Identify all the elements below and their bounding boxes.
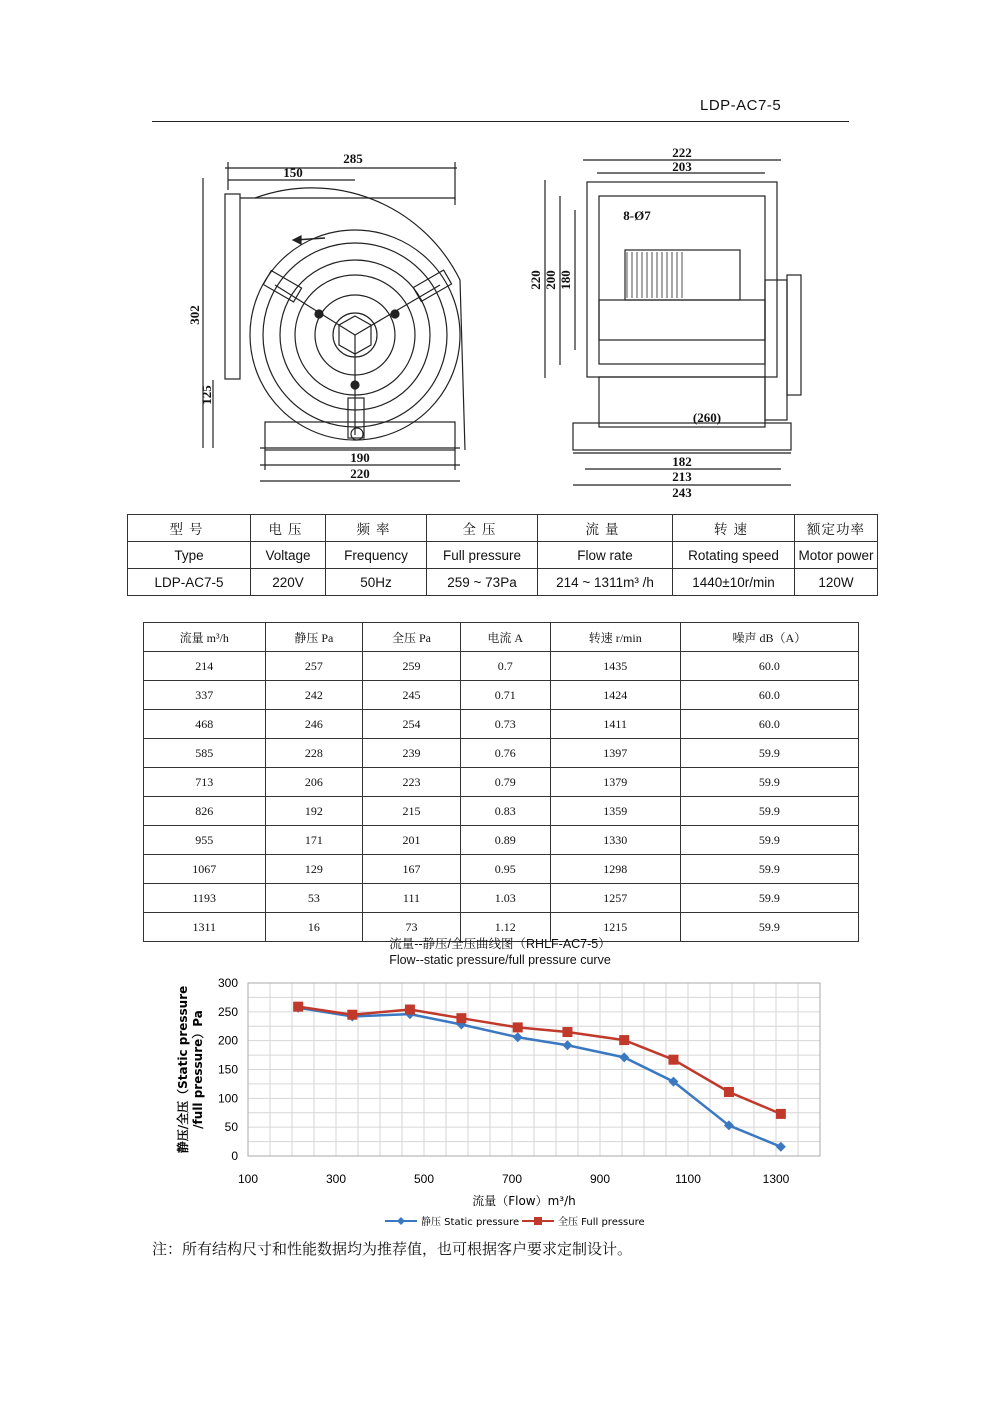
y-axis-label: 静压/全压（Static pressure [176,985,190,1154]
table-row [144,855,859,884]
spec-value: 259 ~ 73Pa [427,569,538,596]
spec-header-cn: 全压 [427,515,538,542]
data-point [724,1087,734,1097]
x-axis-label: 流量（Flow）m³/h [472,1194,576,1208]
perf-cell: 254 [363,710,461,739]
x-tick-label: 300 [325,1172,347,1186]
dim-220: 220 [350,466,370,481]
perf-cell: 1397 [550,739,680,768]
perf-cell: 167 [363,855,461,884]
data-point [562,1027,572,1037]
perf-cell: 337 [144,681,266,710]
spec-header-en: Rotating speed [673,542,795,569]
perf-cell: 1311 [144,913,266,942]
dim-203: 203 [672,159,692,174]
dim-125: 125 [199,385,214,405]
x-tick-label: 500 [413,1172,435,1186]
x-tick-label: 100 [237,1172,259,1186]
spec-header-en-row [128,542,878,569]
perf-cell: 585 [144,739,266,768]
table-row [144,710,859,739]
perf-cell: 1379 [550,768,680,797]
perf-cell: 468 [144,710,266,739]
y-tick-label: 250 [217,1004,238,1019]
perf-header-cell: 噪声 dB（A） [680,623,858,652]
perf-cell: 53 [265,884,363,913]
spec-value: 214 ~ 1311m³ /h [538,569,673,596]
x-tick-label: 900 [589,1172,611,1186]
dim-243: 243 [672,485,692,500]
perf-cell: 1193 [144,884,266,913]
perf-header-cell: 全压 Pa [363,623,461,652]
perf-cell: 223 [363,768,461,797]
table-row [144,768,859,797]
header-divider [152,121,849,122]
perf-cell: 60.0 [680,681,858,710]
spec-header-en: Type [128,542,251,569]
spec-header-cn: 频率 [326,515,427,542]
spec-value: 220V [251,569,326,596]
spec-table [127,514,878,596]
perf-cell: 1330 [550,826,680,855]
perf-cell: 60.0 [680,652,858,681]
perf-cell: 59.9 [680,768,858,797]
perf-cell: 59.9 [680,913,858,942]
perf-cell: 129 [265,855,363,884]
perf-cell: 0.83 [460,797,550,826]
perf-cell: 1.12 [460,913,550,942]
y-tick-label: 150 [217,1062,238,1077]
perf-cell: 16 [265,913,363,942]
dim-150: 150 [283,165,303,180]
perf-cell: 1424 [550,681,680,710]
data-point [347,1010,357,1020]
data-point [619,1035,629,1045]
perf-cell: 59.9 [680,797,858,826]
perf-cell: 60.0 [680,710,858,739]
x-tick-label: 1300 [762,1172,790,1186]
legend-entry: 全压 Full pressure [558,1217,645,1228]
data-point [619,1052,629,1062]
data-point [456,1013,466,1023]
perf-cell: 0.89 [460,826,550,855]
perf-header-cell: 静压 Pa [265,623,363,652]
table-row [144,739,859,768]
footnote: 注：所有结构尺寸和性能数据均为推荐值，也可根据客户要求定制设计。 [152,1242,633,1258]
perf-cell: 171 [265,826,363,855]
table-row [144,681,859,710]
perf-cell: 73 [363,913,461,942]
perf-cell: 246 [265,710,363,739]
spec-value: 50Hz [326,569,427,596]
perf-header-cell: 流量 m³/h [144,623,266,652]
perf-header-cell: 转速 r/min [550,623,680,652]
perf-cell: 201 [363,826,461,855]
spec-value: 120W [795,569,878,596]
spec-value-row [128,569,878,596]
performance-table [143,622,859,942]
x-tick-label: 1100 [675,1172,701,1186]
spec-header-cn: 电压 [251,515,326,542]
table-row [144,797,859,826]
perf-cell: 259 [363,652,461,681]
table-row [144,884,859,913]
data-point [776,1109,786,1119]
perf-cell: 59.9 [680,855,858,884]
y-tick-label: 0 [231,1149,238,1163]
dim-213: 213 [672,469,692,484]
dim-222: 222 [672,145,692,160]
perf-cell: 245 [363,681,461,710]
perf-cell: 228 [265,739,363,768]
perf-cell: 206 [265,768,363,797]
spec-header-cn: 额定功率 [795,515,878,542]
perf-cell: 0.71 [460,681,550,710]
dim-200: 200 [543,270,558,290]
y-tick-label: 100 [217,1091,238,1106]
legend-marker [534,1217,542,1225]
dim-220-side: 220 [528,270,543,290]
perf-cell: 0.73 [460,710,550,739]
perf-cell: 215 [363,797,461,826]
legend-marker [397,1217,405,1225]
dim-190: 190 [350,450,370,465]
chart-title: 流量--静压/全压曲线图（RHLF-AC7-5） [389,937,611,951]
spec-header-en: Motor power [795,542,878,569]
perf-cell: 59.9 [680,884,858,913]
data-point [293,1002,303,1012]
pressure-flow-chart [160,968,840,1233]
spec-value: 1440±10r/min [673,569,795,596]
perf-cell: 239 [363,739,461,768]
data-point [513,1022,523,1032]
chart-subtitle: Flow--static pressure/full pressure curve [389,953,611,967]
data-point [562,1040,572,1050]
dim-302: 302 [187,305,202,325]
perf-cell: 192 [265,797,363,826]
document-model-code: LDP-AC7-5 [700,97,782,114]
perf-cell: 1411 [550,710,680,739]
spec-value: LDP-AC7-5 [128,569,251,596]
perf-cell: 111 [363,884,461,913]
perf-cell: 713 [144,768,266,797]
perf-cell: 242 [265,681,363,710]
perf-cell: 59.9 [680,739,858,768]
perf-cell: 257 [265,652,363,681]
y-tick-label: 50 [224,1120,238,1135]
x-tick-label: 700 [501,1172,523,1186]
spec-header-cn: 流量 [538,515,673,542]
dim-182: 182 [672,454,692,469]
dim-180: 180 [558,270,573,290]
perf-cell: 0.79 [460,768,550,797]
table-row [144,652,859,681]
perf-cell: 0.95 [460,855,550,884]
data-point [668,1055,678,1065]
perf-cell: 955 [144,826,266,855]
perf-cell: 1298 [550,855,680,884]
series-line [298,1007,781,1114]
perf-header-row [144,623,859,652]
perf-cell: 1359 [550,797,680,826]
perf-cell: 1.03 [460,884,550,913]
y-axis-label: /full pressure）Pa [191,1010,205,1129]
dim-285: 285 [343,151,363,166]
perf-cell: 0.7 [460,652,550,681]
perf-header-cell: 电流 A [460,623,550,652]
perf-cell: 1435 [550,652,680,681]
perf-cell: 214 [144,652,266,681]
spec-header-cn-row [128,515,878,542]
perf-cell: 1067 [144,855,266,884]
fan-dimension-drawing [185,140,825,505]
spec-header-en: Voltage [251,542,326,569]
dim-260: (260) [692,410,722,425]
legend-entry: 静压 Static pressure [421,1217,520,1228]
dim-holes: 8-Ø7 [623,208,651,223]
table-row [144,826,859,855]
perf-cell: 59.9 [680,826,858,855]
data-point [405,1005,415,1015]
perf-cell: 0.76 [460,739,550,768]
perf-cell: 1257 [550,884,680,913]
y-tick-label: 200 [217,1033,238,1048]
spec-header-cn: 转速 [673,515,795,542]
perf-cell: 826 [144,797,266,826]
spec-header-cn: 型号 [128,515,251,542]
spec-header-en: Frequency [326,542,427,569]
spec-header-en: Flow rate [538,542,673,569]
spec-header-en: Full pressure [427,542,538,569]
data-point [776,1142,786,1152]
perf-cell: 1215 [550,913,680,942]
y-tick-label: 300 [217,976,238,990]
